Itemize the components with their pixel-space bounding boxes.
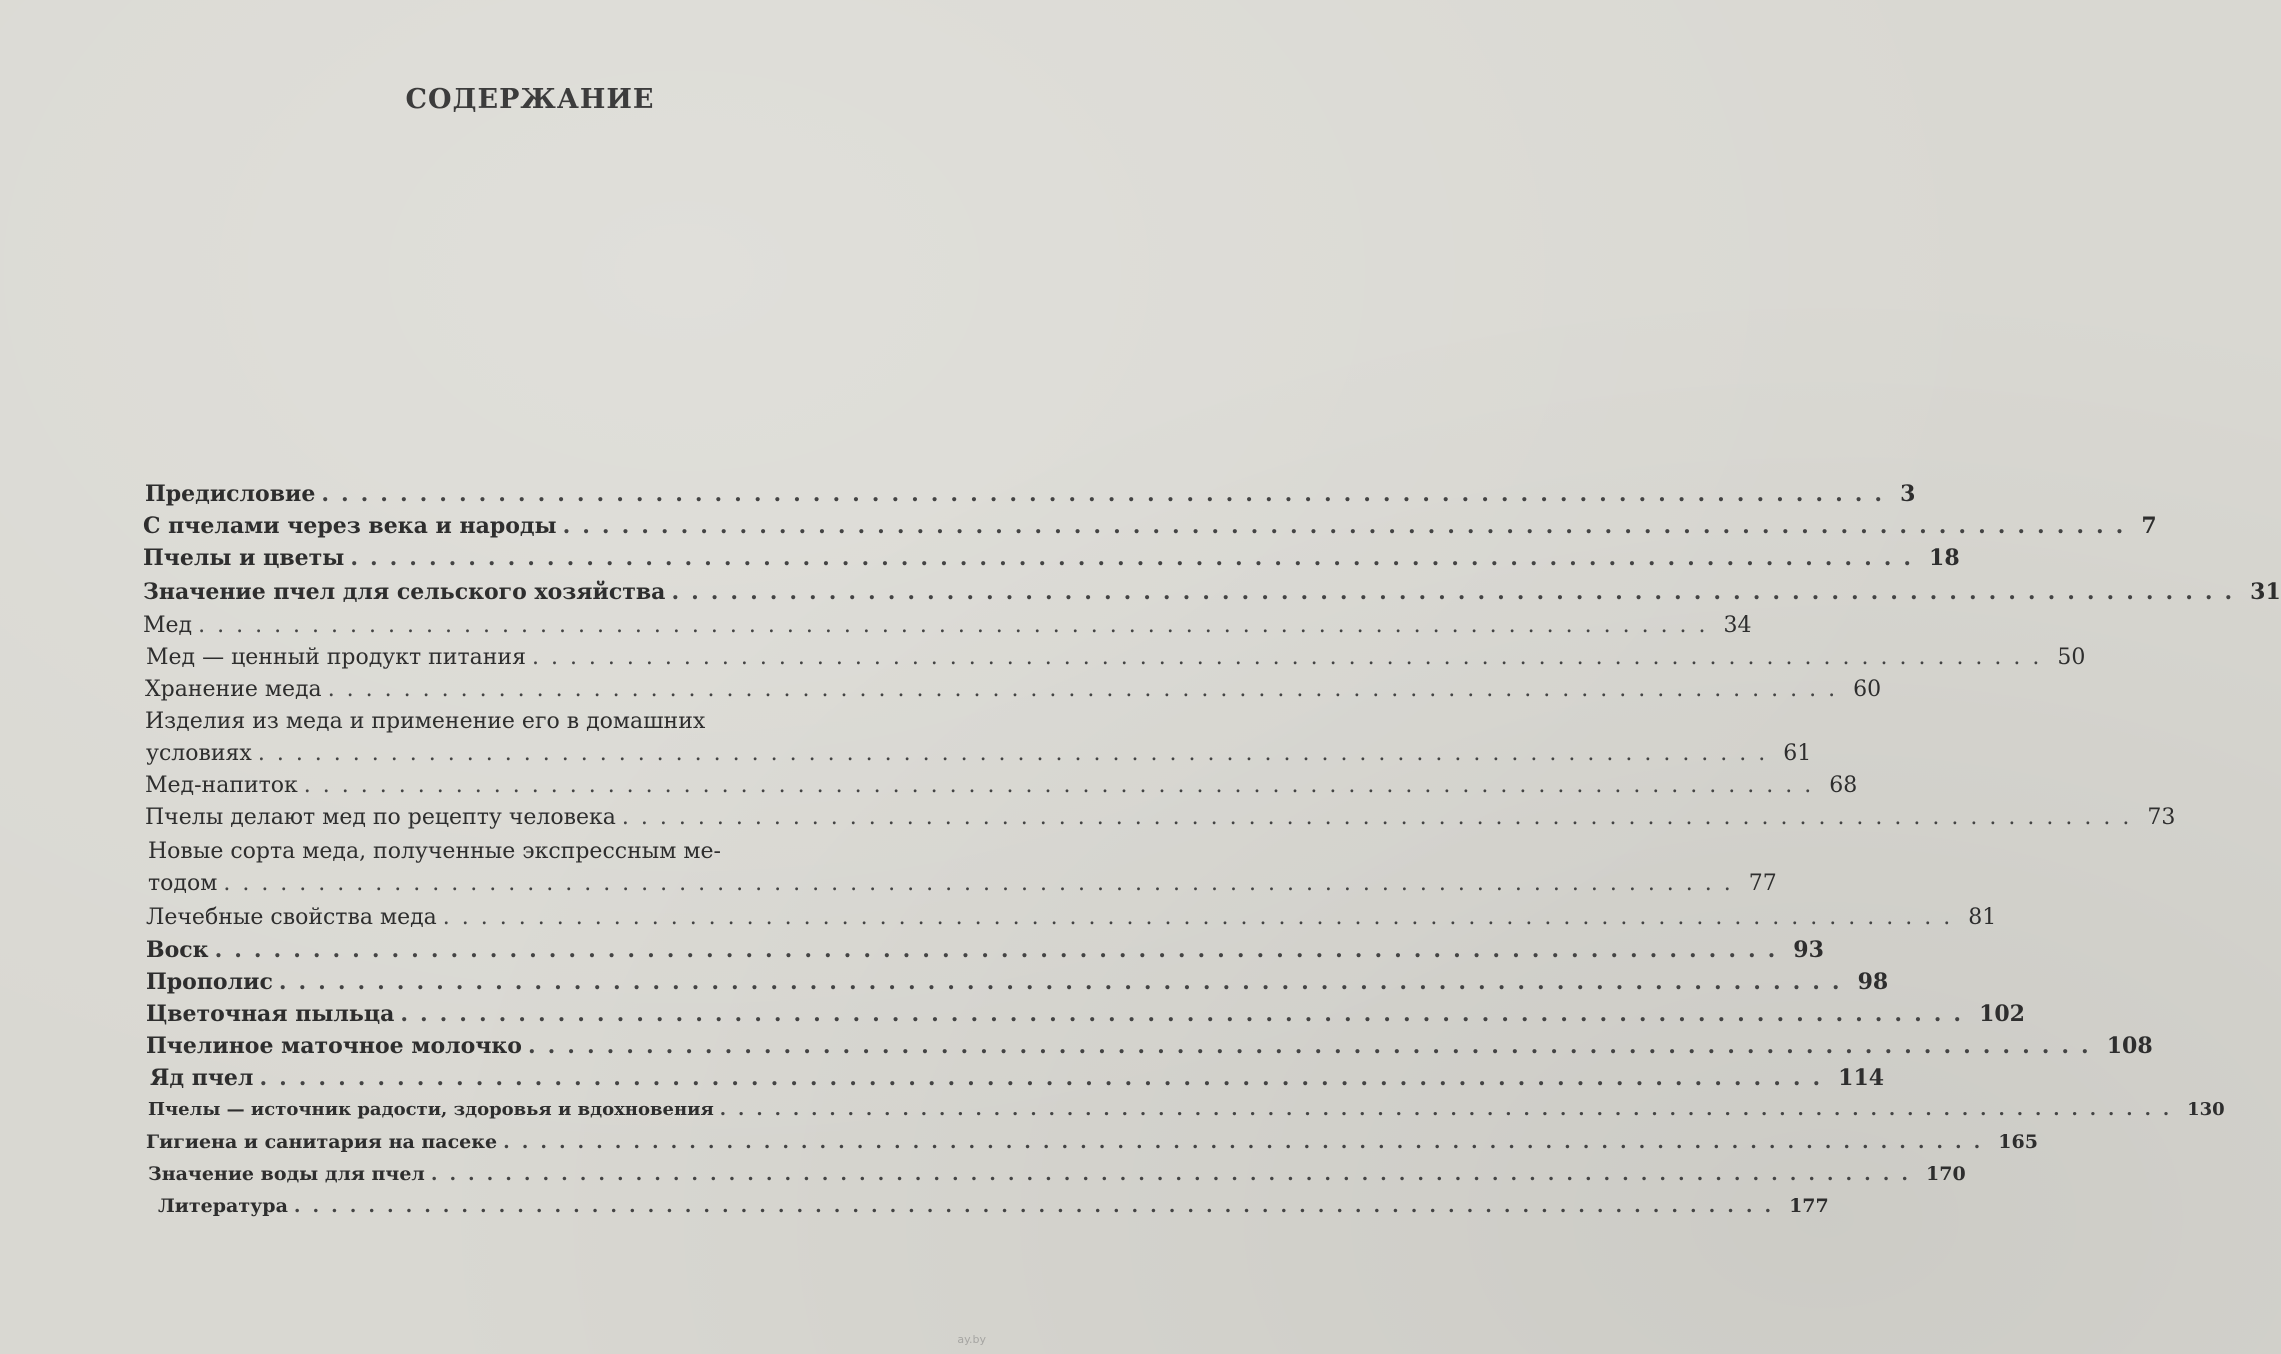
toc-entry bbox=[146, 1030, 2153, 1062]
toc-page-number: 73 bbox=[2147, 805, 2176, 830]
toc-entry bbox=[145, 478, 1916, 510]
dot-leader: ................................................................................ bbox=[321, 481, 1895, 507]
dot-leader: ................................................................................ bbox=[293, 1195, 1784, 1217]
toc-entry bbox=[145, 706, 1812, 766]
toc-entry bbox=[146, 998, 2025, 1030]
toc-entry-title: Цветочная пыльца bbox=[146, 1001, 395, 1027]
toc-entry-title: Пчелы — источник радости, здоровья и вдохновения bbox=[148, 1099, 714, 1120]
dot-leader: ................................................................................ bbox=[400, 1001, 1974, 1027]
toc-page-number: 81 bbox=[1968, 905, 1997, 930]
toc-page-number: 93 bbox=[1793, 937, 1824, 963]
dot-leader: ................................................................................ bbox=[562, 513, 2136, 539]
toc-entry-title: Пчелиное маточное молочко bbox=[146, 1033, 522, 1059]
toc-entry bbox=[150, 1062, 1885, 1094]
toc-page-number: 170 bbox=[1926, 1163, 1966, 1185]
toc-entry-title: Изделия из меда и применение его в домашних bbox=[145, 709, 706, 734]
toc-entry-title: Лечебные свойства меда bbox=[146, 905, 437, 930]
toc-entry bbox=[143, 510, 2157, 542]
dot-leader: ................................................................................ bbox=[350, 545, 1924, 571]
toc-page-number: 34 bbox=[1723, 613, 1752, 638]
dot-leader: ................................................................................ bbox=[527, 1033, 2101, 1059]
toc-page-number: 68 bbox=[1829, 773, 1858, 798]
toc-entry-title: Воск bbox=[146, 937, 209, 963]
dot-leader: ................................................................................ bbox=[259, 1065, 1833, 1091]
toc-page-number: 60 bbox=[1853, 677, 1882, 702]
toc-entry-title: Мед bbox=[143, 613, 193, 638]
toc-page-number: 7 bbox=[2141, 513, 2157, 539]
toc-page-number: 98 bbox=[1857, 969, 1889, 995]
toc-entry-title: Значение воды для пчел bbox=[148, 1163, 425, 1185]
toc-page-number: 31 bbox=[2250, 579, 2281, 605]
toc-page-number: 114 bbox=[1838, 1065, 1885, 1091]
dot-leader: ................................................................................ bbox=[303, 773, 1824, 798]
toc-page-number: 108 bbox=[2106, 1033, 2153, 1059]
dot-leader: ................................................................................ bbox=[621, 805, 2142, 830]
toc-page-number: 177 bbox=[1789, 1195, 1829, 1217]
dot-leader: ................................................................................ bbox=[719, 1099, 2182, 1120]
toc-entry bbox=[143, 542, 1960, 574]
toc-entry bbox=[145, 802, 2176, 834]
toc-entry bbox=[158, 1190, 1829, 1222]
watermark: ay.by bbox=[957, 1333, 986, 1346]
dot-leader: ................................................................................ bbox=[503, 1131, 1993, 1153]
toc-entry bbox=[146, 1126, 2038, 1158]
toc-page-number: 165 bbox=[1998, 1131, 2038, 1153]
toc-entry-title-continued: тодом bbox=[148, 871, 218, 896]
toc-entry bbox=[146, 934, 1824, 966]
toc-entry-title: С пчелами через века и народы bbox=[143, 513, 557, 539]
toc-entry-title: Пчелы делают мед по рецепту человека bbox=[145, 805, 616, 830]
toc-entry bbox=[145, 674, 1882, 706]
toc-entry-title: Литература bbox=[158, 1195, 288, 1217]
toc-entry-title: Пчелы и цветы bbox=[143, 545, 345, 571]
dot-leader: ................................................................................ bbox=[257, 741, 1778, 766]
toc-entry bbox=[148, 836, 1777, 896]
dot-leader: ................................................................................ bbox=[278, 969, 1852, 995]
toc-entry-title: Мед-напиток bbox=[145, 773, 298, 798]
dot-leader: ................................................................................ bbox=[430, 1163, 1921, 1185]
toc-entry-title: Новые сорта меда, полученные экспрессным ме- bbox=[148, 839, 721, 864]
dot-leader: ................................................................................ bbox=[531, 645, 2052, 670]
toc-page-number: 77 bbox=[1748, 871, 1777, 896]
toc-entry-title: Прополис bbox=[146, 969, 273, 995]
dot-leader: ................................................................................ bbox=[214, 937, 1788, 963]
toc-page-number: 102 bbox=[1979, 1001, 2025, 1027]
toc-entry bbox=[146, 902, 1997, 934]
toc-entry bbox=[143, 610, 1752, 642]
dot-leader: ................................................................................ bbox=[327, 677, 1848, 702]
dot-leader: ................................................................................ bbox=[671, 579, 2245, 605]
toc-page-number: 50 bbox=[2057, 645, 2086, 670]
toc-entry-title: Гигиена и санитария на пасеке bbox=[146, 1131, 498, 1153]
dot-leader: ................................................................................ bbox=[198, 613, 1718, 638]
toc-entry bbox=[143, 576, 2281, 608]
toc-entry bbox=[148, 1094, 2225, 1126]
toc-entry-title: Мед — ценный продукт питания bbox=[146, 645, 526, 670]
toc-entry-title: Хранение меда bbox=[145, 677, 322, 702]
toc-entry-title: Яд пчел bbox=[150, 1065, 254, 1091]
toc-entry bbox=[148, 1158, 1966, 1190]
toc-page-number: 61 bbox=[1783, 741, 1812, 766]
toc-page-number: 3 bbox=[1900, 481, 1916, 507]
dot-leader: ................................................................................ bbox=[442, 905, 1963, 930]
toc-entry-title: Предисловие bbox=[145, 481, 316, 507]
toc-entry bbox=[146, 642, 2086, 674]
toc-entry-title-continued: условиях bbox=[146, 741, 252, 766]
page-title: СОДЕРЖАНИЕ bbox=[405, 84, 655, 115]
toc-entry bbox=[146, 966, 1889, 998]
dot-leader: ................................................................................ bbox=[223, 871, 1743, 896]
toc-entry-title: Значение пчел для сельского хозяйства bbox=[143, 579, 666, 605]
toc-page-number: 130 bbox=[2187, 1099, 2225, 1120]
toc-page-number: 18 bbox=[1929, 545, 1960, 571]
toc-entry bbox=[145, 770, 1858, 802]
